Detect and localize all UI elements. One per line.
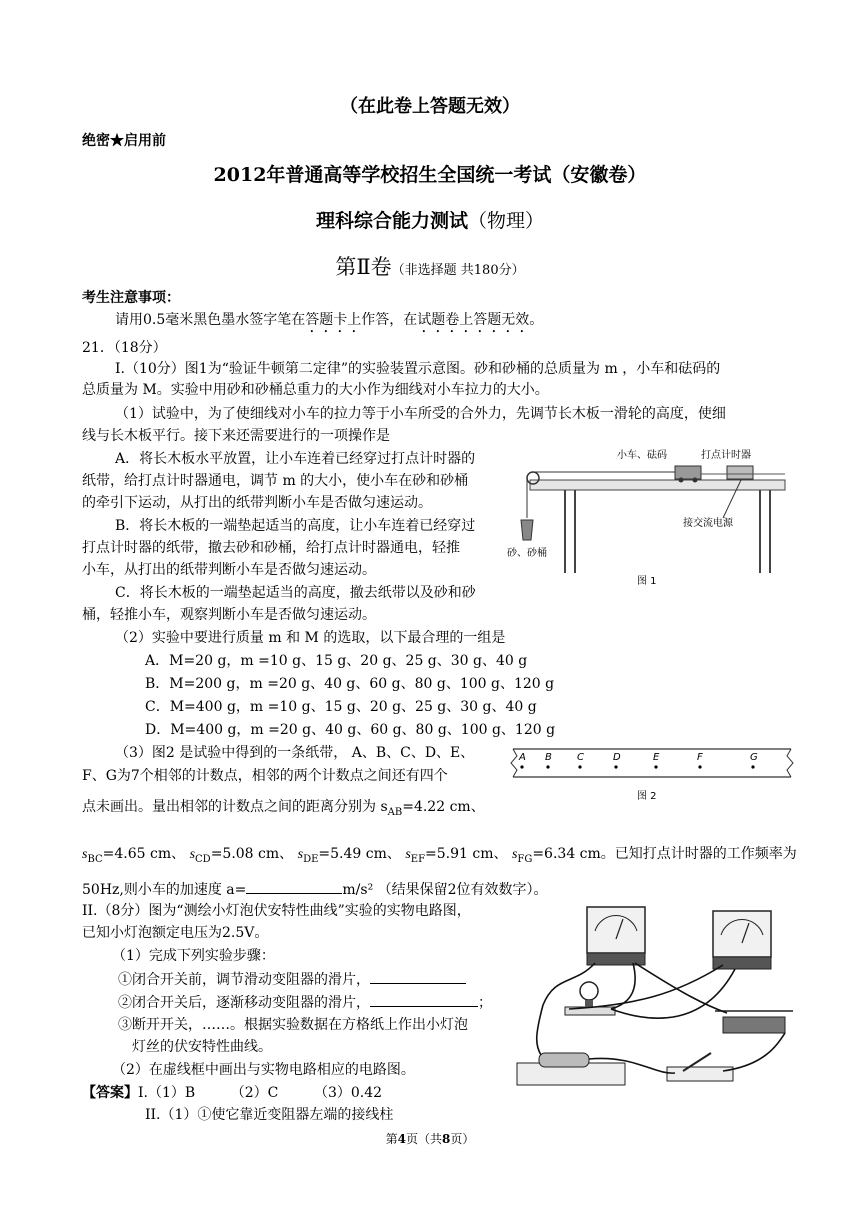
fig2-point-dot-f: [698, 765, 701, 768]
volume-sub: （非选择题 共180分）: [391, 263, 525, 278]
part2-s1: （1）完成下列实验步骤：: [112, 948, 275, 964]
secret-label: 绝密★启用前: [82, 133, 166, 149]
s3-l3-end: =4.22 cm、: [402, 799, 485, 815]
subject-sub: （物理）: [468, 210, 545, 232]
opt-b-l3: 小车，从打出的纸带判断小车是否做匀速运动。: [82, 562, 376, 578]
fig2-tape-right-edge: [787, 749, 793, 777]
opt-a-l1: A．将长木板水平放置，让小车连着已经穿过打点计时器的: [115, 451, 476, 467]
invalid-notice: （在此卷上答题无效）: [340, 96, 520, 117]
part1-intro-l1: I.（10分）图1为“验证牛顿第二定律”的实验装置示意图。砂和砂桶的总质量为 m ，小车和砝码的: [115, 361, 721, 377]
s2-question: （2）实验中要进行质量 m 和 M 的选取，以下最合理的一组是: [115, 630, 506, 646]
fig2-point-dot-a: [520, 765, 523, 768]
fig1-label-cart: 小车、砝码: [617, 450, 667, 461]
opt-b-l2: 打点计时器的纸带，撤去砂和砂桶，给打点计时器通电，轻推: [82, 540, 460, 556]
answer-text1: I.（1）B （2）C （3）0.42: [138, 1085, 383, 1101]
step2-blank[interactable]: [370, 992, 478, 1007]
volume-title: [0, 251, 860, 281]
answer-label: 【答案】: [82, 1085, 138, 1101]
opt-a-l2: 纸带，给打点计时器通电，调节 m 的大小，使小车在砂和砂桶: [82, 473, 469, 489]
accel-end: （结果保留2位有效数字）。: [377, 882, 548, 898]
fig1-wheel: [679, 478, 684, 483]
fig2-point-dot-b: [546, 765, 549, 768]
subject-title: [0, 206, 860, 233]
notes-answer-card: 答题卡上: [305, 312, 362, 328]
subject-main: 理科综合能力测试: [315, 210, 468, 232]
s3-l1: （3）图2 是试验中得到的一条纸带， A、B、C、D、E、: [115, 745, 475, 761]
fig2-point-label-b: B: [545, 752, 552, 763]
fig1-timer: [727, 466, 753, 479]
notes-heading: 考生注意事项：: [82, 290, 180, 306]
part1-intro-l2: 总质量为 M。实验中用砂和砂桶总重力的大小作为细线对小车拉力的大小。: [82, 382, 549, 398]
fig1-wheel2: [693, 478, 698, 483]
dist-ef: $s_{EF}=5.91$ cm、: [405, 846, 508, 865]
figure-1: [505, 440, 795, 590]
switch-board: [667, 1067, 733, 1081]
part2-step3-l1: ③断开开关，……。根据实验数据在方格纸上作出小灯泡: [118, 1017, 468, 1033]
fig2-point-label-d: D: [613, 752, 621, 763]
figure-2: [505, 745, 795, 805]
dist-cd: $s_{CD}=5.08$ cm、: [189, 846, 294, 865]
fig2-point-dot-d: [614, 765, 617, 768]
volume-main: 第Ⅱ卷: [335, 255, 392, 279]
fig2-point-dot-c: [578, 765, 581, 768]
fig2-point-label-a: A: [519, 752, 526, 763]
dist-de: $s_{DE}=5.49$ cm、: [297, 846, 401, 865]
distance-line: [82, 844, 797, 870]
fig1-bucket: [521, 520, 533, 540]
s3-l2: F、G为7个相邻的计数点，相邻的两个计数点之间还有四个: [82, 768, 448, 784]
s2-opt-d: D．M=400 g，m =20 g、40 g、60 g、80 g、100 g、120 g: [145, 722, 556, 738]
fig1-caption: 图 1: [637, 576, 657, 587]
opt-c-l1: C．将长木板的一端垫起适当的高度，撤去纸带以及砂和砂: [115, 585, 476, 601]
s3-l3-text: 点未画出。量出相邻的计数点之间的距离分别为 s: [82, 799, 388, 815]
s2-opt-a: A．M=20 g，m =10 g、15 g、20 g、25 g、30 g、40 g: [145, 653, 528, 669]
part2-step3-l2: 灯丝的伏安特性曲线。: [132, 1039, 272, 1055]
dist-fg: $s_{FG}=6.34$ cm。已知打点计时器的工作频率为: [511, 846, 797, 865]
bulb-socket: [585, 1000, 593, 1007]
circuit-figure: [515, 905, 815, 1095]
part2-step1: ①闭合开关前，调节滑动变阻器的滑片，: [118, 969, 466, 991]
accel-pre: 50Hz,则小车的加速度 a=: [82, 882, 247, 898]
exam-title: 2012年普通高等学校招生全国统一考试（安徽卷）: [213, 164, 647, 186]
opt-b-l1: B．将长木板的一端垫起适当的高度，让小车连着已经穿过: [115, 518, 476, 534]
fig1-label-timer: 打点计时器: [701, 450, 751, 461]
answer-line1: [82, 1083, 382, 1104]
fig2-point-dot-g: [751, 765, 754, 768]
fig1-label-power: 接交流电源: [683, 518, 733, 529]
accel-unit: m/s²: [342, 882, 374, 898]
step1-blank[interactable]: [370, 969, 466, 984]
rheostat-icon: [723, 1017, 785, 1033]
wire-7: [723, 1033, 785, 1071]
q21-head: 21．（18分）: [82, 340, 167, 356]
s1-l2: 线与长木板平行。接下来还需要进行的一项操作是: [82, 428, 390, 444]
s2-opt-c: C．M=400 g，m =10 g、15 g、20 g、25 g、30 g、40 g: [145, 699, 537, 715]
page-total: 8: [442, 1132, 451, 1146]
accel-line: [82, 879, 548, 901]
fig1-board: [530, 480, 785, 490]
s1-l1: （1）试验中，为了使细线对小车的拉力等于小车所受的合外力，先调节长木板一滑轮的高度，使细: [115, 406, 726, 422]
fig2-point-label-f: F: [697, 752, 703, 763]
page-number: 4: [397, 1132, 406, 1146]
accel-blank[interactable]: [246, 879, 342, 894]
s3-l3: [82, 797, 485, 823]
notes-invalid: 试题卷上答题无效: [417, 312, 530, 328]
fig2-point-label-e: E: [653, 752, 660, 763]
fig1-label-sand: 砂、砂桶: [507, 548, 547, 559]
opt-a-l3: 的牵引下运动，从打出的纸带判断小车是否做匀速运动。: [82, 495, 432, 511]
fig2-point-dot-e: [654, 765, 657, 768]
part2-s2: （2）在虚线框中画出与实物电路相应的电路图。: [112, 1062, 415, 1078]
s3-l3-sub: AB: [387, 806, 403, 818]
opt-c-l2: 桶，轻推小车，观察判断小车是否做匀速运动。: [82, 607, 376, 623]
page-footer: 第4页（共8页）: [385, 1132, 475, 1146]
voltmeter-base: [713, 957, 771, 969]
fig1-cart: [675, 466, 701, 479]
notes-mid: 作答，在: [361, 312, 418, 328]
notes-end: 。: [529, 312, 544, 328]
s2-opt-b: B．M=200 g，m =20 g、40 g、60 g、80 g、100 g、120 g: [145, 676, 555, 692]
dist-bc: $s_{BC}=4.65$ cm、: [82, 846, 186, 865]
bulb-icon: [580, 982, 598, 1000]
answer-line2: II.（1）①使它靠近变阻器左端的接线柱: [145, 1107, 394, 1123]
notes-line: [115, 310, 543, 336]
battery-icon: [539, 1053, 589, 1067]
fig2-points: [518, 752, 758, 769]
part2-intro-l1: II.（8分）图为“测绘小灯泡伏安特性曲线”实验的实物电路图，: [82, 903, 471, 919]
part2-intro-l2: 已知小灯泡额定电压为2.5V。: [82, 925, 269, 941]
fig2-tape-left-edge: [511, 749, 517, 777]
fig2-point-label-g: G: [750, 752, 758, 763]
fig2-caption: 图 2: [637, 791, 657, 802]
part2-step2: ②闭合开关后，逐渐移动变阻器的滑片， ；: [118, 992, 492, 1014]
fig2-point-label-c: C: [577, 752, 584, 763]
notes-pre: 请用0.5毫米黑色墨水签字笔在: [115, 312, 306, 328]
